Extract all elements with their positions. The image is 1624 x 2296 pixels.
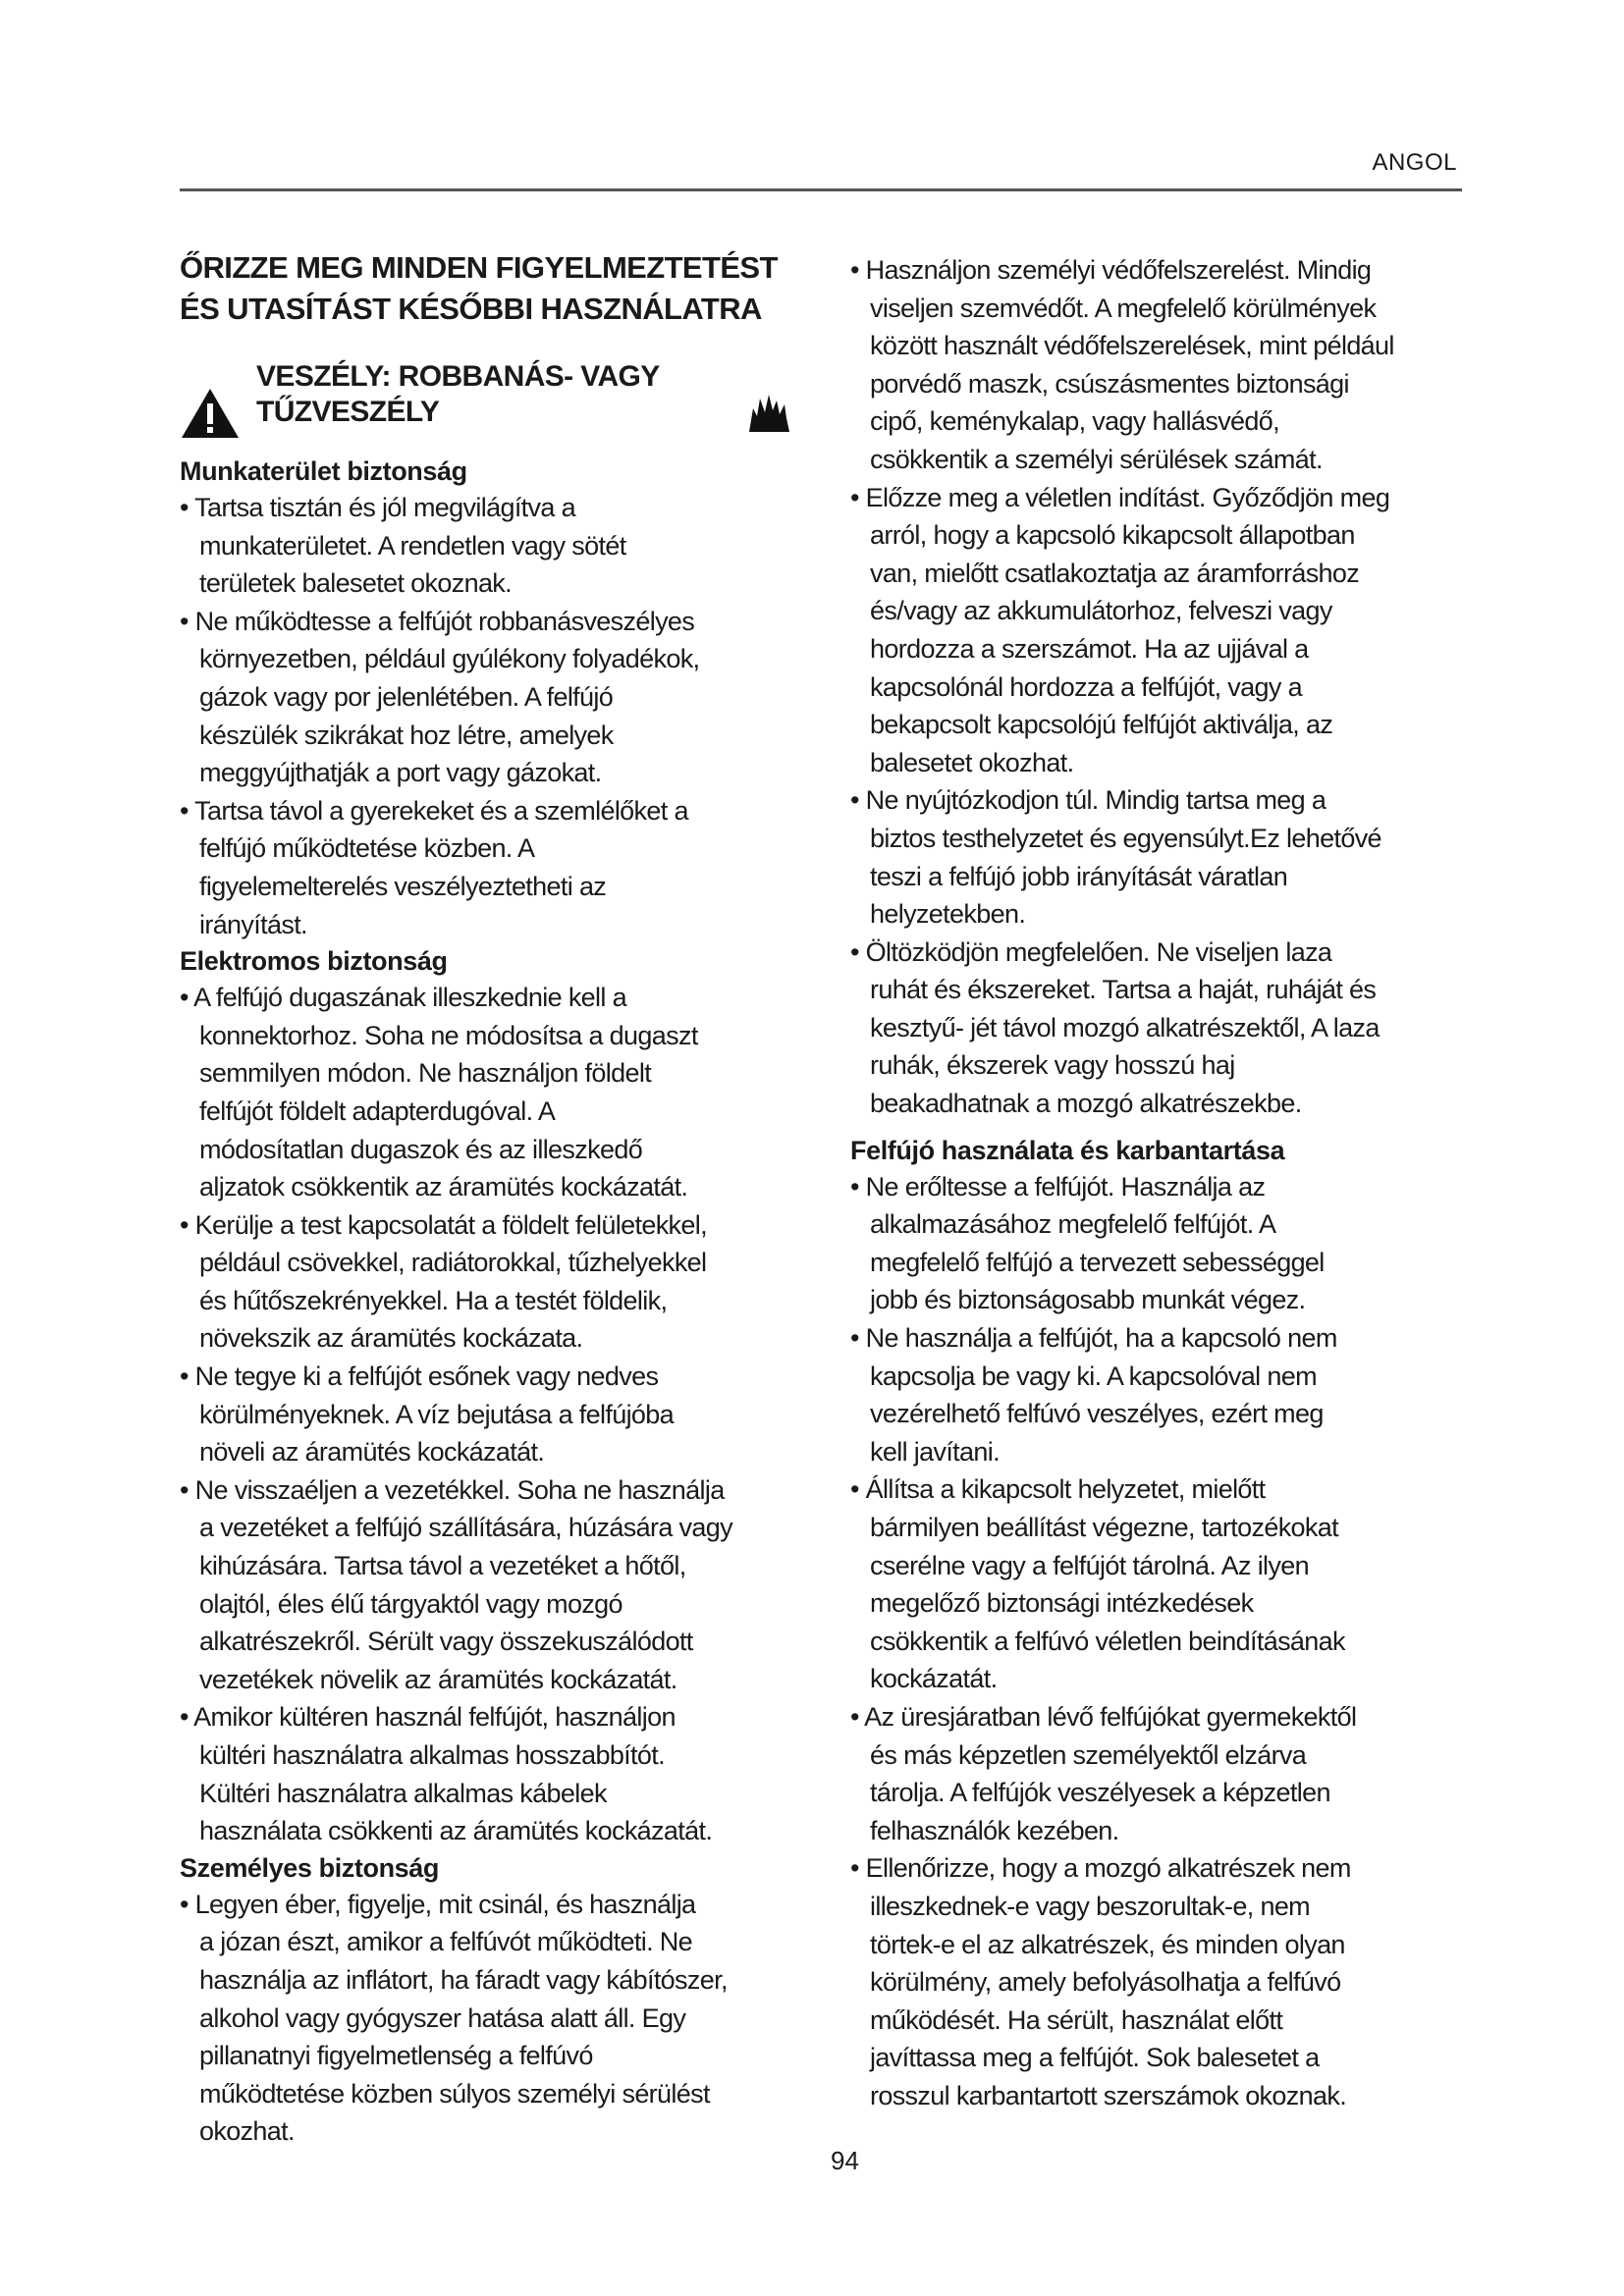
text-line: növeli az áramütés kockázatát. xyxy=(199,1437,545,1468)
text-line: kell javítani. xyxy=(870,1436,1000,1467)
text-line: cserélne vagy a felfújót tárolná. Az ilyen xyxy=(870,1550,1309,1580)
bullet-item xyxy=(850,1168,1518,1319)
text-line: meggyújthatják a port vagy gázokat. xyxy=(199,758,602,788)
text-line: felfújó működtetése közben. A xyxy=(199,833,535,864)
text-line: kihúzására. Tartsa távol a vezetéket a hőtől, xyxy=(199,1551,686,1581)
danger-heading xyxy=(180,359,847,434)
text-line: és hűtőszekrényekkel. Ha a testét földelik, xyxy=(199,1285,668,1315)
page-title-line: ÉS UTASÍTÁST KÉSŐBBI HASZNÁLATRA xyxy=(180,292,762,326)
text-line: ruhát és ékszereket. Tartsa a haját, ruháját és xyxy=(870,975,1377,1005)
bullet-item xyxy=(850,251,1518,479)
text-line: figyelemelterelés veszélyeztetheti az xyxy=(199,871,607,901)
text-line: aljzatok csökkentik az áramütés kockázatát. xyxy=(199,1172,688,1202)
text-line: biztos testhelyzetet és egyensúlyt.Ez lehetővé xyxy=(870,823,1381,853)
text-line: módosítatlan dugaszok és az illeszkedő xyxy=(199,1134,643,1164)
text-line: kapcsolja be vagy ki. A kapcsolóval nem xyxy=(870,1361,1317,1391)
text-line: bármilyen beállítást végezne, tartozékokat xyxy=(870,1513,1338,1542)
text-line: • Ne használja a felfújót, ha a kapcsoló nem xyxy=(850,1323,1337,1354)
bullet-item xyxy=(850,934,1518,1123)
text-line: • Amikor kültéren használ felfújót, használjon xyxy=(180,1702,676,1733)
text-line: felfújót földelt adapterdugóval. A xyxy=(199,1095,556,1126)
warning-triangle-icon xyxy=(180,387,241,440)
text-line: működését. Ha sérült, használat előtt xyxy=(870,2004,1283,2035)
text-line: munkaterületet. A rendetlen vagy sötét xyxy=(199,530,626,561)
text-line: balesetet okozhat. xyxy=(870,747,1074,777)
text-line: kockázatát. xyxy=(870,1664,998,1694)
language-label: ANGOL xyxy=(1372,149,1457,176)
bullet-item xyxy=(180,1698,847,1849)
text-line: • Ne erőltesse a felfújót. Használja az xyxy=(850,1171,1266,1201)
text-line: ruhák, ékszerek vagy hosszú haj xyxy=(870,1050,1235,1081)
text-line: pillanatnyi figyelmetlenség a felfúvó xyxy=(199,2041,593,2071)
text-line: vezetékek növelik az áramütés kockázatát. xyxy=(199,1664,677,1694)
text-line: megfelelő felfújó a tervezett sebességgel xyxy=(870,1247,1325,1277)
text-line: bekapcsolt kapcsolójú felfújót aktiválja, az xyxy=(870,710,1333,740)
text-line: olajtól, éles élű tárgyaktól vagy mozgó xyxy=(199,1588,623,1619)
text-line: körülmény, amely befolyásolhatja a felfúvó xyxy=(870,1967,1341,1998)
text-line: viseljen szemvédőt. A megfelelő körülmények xyxy=(870,293,1377,323)
text-line: • Állítsa a kikapcsolt helyzetet, mielőtt xyxy=(850,1474,1266,1505)
text-line: használja az inflátort, ha fáradt vagy kábítószer, xyxy=(199,1964,728,1995)
bullet-item xyxy=(850,1698,1518,1849)
bullet-item xyxy=(850,1319,1518,1470)
text-line: például csövekkel, radiátorokkal, tűzhelyekkel xyxy=(199,1248,707,1278)
text-line: arról, hogy a kapcsoló kikapcsolt állapotban xyxy=(870,520,1355,551)
text-line: • Tartsa távol a gyerekeket és a szemlélőket a xyxy=(180,795,688,826)
text-line: között használt védőfelszerelések, mint például xyxy=(870,331,1394,361)
text-line: rosszul karbantartott szerszámok okoznak. xyxy=(870,2080,1347,2110)
text-line: Kültéri használatra alkalmas kábelek xyxy=(199,1778,607,1808)
bullet-item xyxy=(180,1358,847,1471)
bullet-item xyxy=(850,1470,1518,1698)
bullet-item xyxy=(180,1471,847,1699)
bullet-item xyxy=(180,792,847,943)
text-line: felhasználók kezében. xyxy=(870,1815,1119,1845)
danger-heading-line: TŰZVESZÉLY xyxy=(256,396,440,428)
bullet-item xyxy=(850,479,1518,782)
text-line: működtetése közben súlyos személyi sérülést xyxy=(199,2078,710,2109)
text-line: kültéri használatra alkalmas hosszabbítót. xyxy=(199,1740,665,1770)
fire-icon xyxy=(747,389,790,434)
section-heading: Munkaterület biztonság xyxy=(180,456,467,486)
text-line: semmilyen módon. Ne használjon földelt xyxy=(199,1058,652,1089)
text-line: növekszik az áramütés kockázata. xyxy=(199,1323,583,1354)
text-line: gázok vagy por jelenlétében. A felfújó xyxy=(199,681,614,712)
text-line: hordozza a szerszámot. Ha az ujjával a xyxy=(870,633,1309,664)
text-line: készülék szikrákat hoz létre, amelyek xyxy=(199,720,614,750)
text-line: • Előzze meg a véletlen indítást. Győződjön meg xyxy=(850,482,1390,512)
text-line: • Ne nyújtózkodjon túl. Mindig tartsa meg a xyxy=(850,785,1326,816)
section-heading: Elektromos biztonság xyxy=(180,946,448,977)
text-line: irányítást. xyxy=(199,909,307,939)
text-line: • Az üresjáratban lévő felfújókat gyermekektől xyxy=(850,1701,1357,1732)
section-heading: Személyes biztonság xyxy=(180,1852,439,1883)
text-line: törtek-e el az alkatrészek, és minden olyan xyxy=(870,1929,1345,1959)
text-line: megelőző biztonsági intézkedések xyxy=(870,1588,1254,1619)
danger-heading-line: VESZÉLY: ROBBANÁS- VAGY xyxy=(256,360,660,393)
text-line: javíttassa meg a felfújót. Sok balesetet a xyxy=(870,2043,1320,2073)
text-line: • Legyen éber, figyelje, mit csinál, és használja xyxy=(180,1889,696,1919)
bullet-item xyxy=(180,603,847,792)
text-line: porvédő maszk, csúszásmentes biztonsági xyxy=(870,368,1349,399)
bullet-item xyxy=(180,489,847,603)
text-line: kesztyű- jét távol mozgó alkatrészektől, A laza xyxy=(870,1012,1380,1042)
text-line: konnektorhoz. Soha ne módosítsa a dugaszt xyxy=(199,1020,698,1050)
text-line: vezérelhető felfúvó veszélyes, ezért meg xyxy=(870,1399,1324,1429)
text-line: • A felfújó dugaszának illeszkednie kell a xyxy=(180,983,626,1013)
text-line: • Ne működtesse a felfújót robbanásveszélyes xyxy=(180,606,695,636)
text-line: cipő, keménykalap, vagy hallásvédő, xyxy=(870,406,1280,437)
text-line: • Öltözködjön megfelelően. Ne viseljen laza xyxy=(850,936,1332,967)
text-line: csökkentik a felfúvó véletlen beindításának xyxy=(870,1626,1345,1656)
text-line: alkatrészekről. Sérült vagy összekuszálódott xyxy=(199,1627,693,1657)
text-line: a vezetéket a felfújó szállítására, húzására vagy xyxy=(199,1513,732,1543)
bullet-item xyxy=(850,1849,1518,2114)
text-line: • Tartsa tisztán és jól megvilágítva a xyxy=(180,493,575,522)
text-line: területek balesetet okoznak. xyxy=(199,568,513,599)
bullet-item xyxy=(180,979,847,1206)
text-line: és/vagy az akkumulátorhoz, felveszi vagy xyxy=(870,596,1332,626)
text-line: jobb és biztonságosabb munkát végez. xyxy=(870,1285,1306,1315)
text-line: tárolja. A felfújók veszélyesek a képzetlen xyxy=(870,1778,1330,1808)
bullet-item xyxy=(850,781,1518,933)
text-line: • Használjon személyi védőfelszerelést. Mindig xyxy=(850,255,1372,285)
text-line: környezetben, például gyúlékony folyadékok, xyxy=(199,644,700,674)
left-column xyxy=(180,247,847,2151)
text-line: a józan észt, amikor a felfúvót működteti. Ne xyxy=(199,1927,692,1957)
bullet-item xyxy=(180,1206,847,1358)
text-line: és más képzetlen személyektől elzárva xyxy=(870,1739,1307,1770)
bullet-item xyxy=(180,1886,847,2151)
text-line: helyzetekben. xyxy=(870,899,1026,930)
text-line: használata csökkenti az áramütés kockázatát. xyxy=(199,1816,713,1846)
section-heading: Felfújó használata és karbantartása xyxy=(850,1135,1285,1165)
text-line: kapcsolónál hordozza a felfújót, vagy a xyxy=(870,671,1302,702)
header-divider xyxy=(180,188,1462,191)
text-line: alkalmazásához megfelelő felfújót. A xyxy=(870,1209,1276,1240)
text-line: • Kerülje a test kapcsolatát a földelt felületekkel, xyxy=(180,1209,707,1240)
text-line: körülményeknek. A víz bejutása a felfújóba xyxy=(199,1399,675,1429)
text-line: illeszkednek-e vagy beszorultak-e, nem xyxy=(870,1891,1311,1921)
text-line: beakadhatnak a mozgó alkatrészekbe. xyxy=(870,1089,1302,1119)
text-line: • Ellenőrizze, hogy a mozgó alkatrészek nem xyxy=(850,1853,1351,1884)
text-line: teszi a felfújó jobb irányítását váratlan xyxy=(870,861,1288,891)
text-line: • Ne visszaéljen a vezetékkel. Soha ne használja xyxy=(180,1474,725,1505)
text-line: csökkentik a személyi sérülések számát. xyxy=(870,444,1323,474)
text-line: van, mielőtt csatlakoztatja az áramforráshoz xyxy=(870,558,1360,588)
page-number: 94 xyxy=(831,2146,859,2175)
text-line: • Ne tegye ki a felfújót esőnek vagy nedves xyxy=(180,1362,659,1392)
page-title-line: ŐRIZZE MEG MINDEN FIGYELMEZTETÉST xyxy=(180,250,778,285)
right-column xyxy=(850,251,1518,2115)
text-line: okozhat. xyxy=(199,2116,295,2147)
text-line: alkohol vagy gyógyszer hatása alatt áll. Egy xyxy=(199,2002,686,2033)
